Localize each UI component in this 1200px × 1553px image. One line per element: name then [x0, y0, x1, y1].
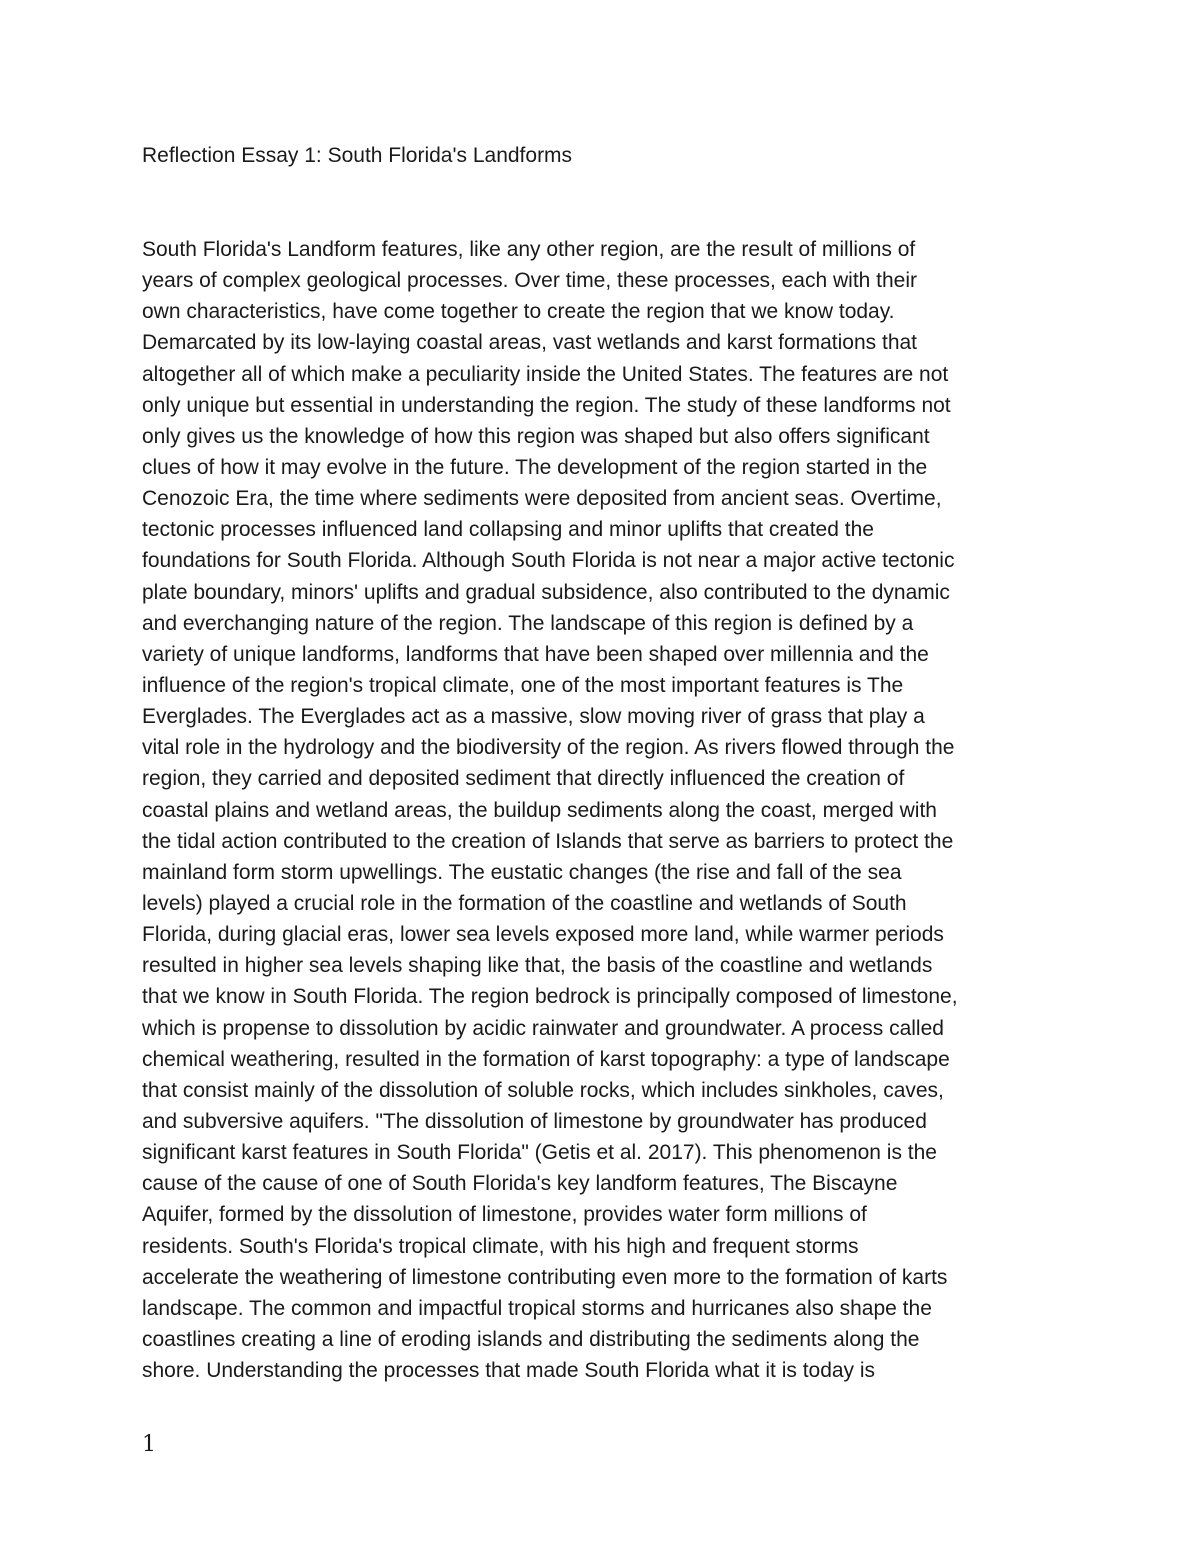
body-line: cause of the cause of one of South Florida's key landform features, The Biscayne	[142, 1172, 898, 1196]
body-line: plate boundary, minors' uplifts and gradual subsidence, also contributed to the dynamic	[142, 580, 950, 604]
body-line: and subversive aquifers. "The dissolution of limestone by groundwater has produced	[142, 1109, 927, 1133]
body-line: Cenozoic Era, the time where sediments were deposited from ancient seas. Overtime,	[142, 487, 942, 511]
body-line: Florida, during glacial eras, lower sea levels exposed more land, while warmer periods	[142, 923, 944, 947]
body-line: only unique but essential in understanding the region. The study of these landforms not	[142, 393, 951, 417]
body-line: influence of the region's tropical climate, one of the most important features is The	[142, 673, 904, 697]
body-line: residents. South's Florida's tropical climate, with his high and frequent storms	[142, 1234, 859, 1258]
body-line: years of complex geological processes. Over time, these processes, each with their	[142, 269, 918, 293]
body-line: which is propense to dissolution by acidic rainwater and groundwater. A process called	[142, 1016, 944, 1040]
body-line: tectonic processes influenced land collapsing and minor uplifts that created the	[142, 518, 874, 542]
body-line: that we know in South Florida. The region bedrock is principally composed of limestone,	[142, 985, 958, 1009]
body-line: South Florida's Landform features, like any other region, are the result of millions of	[142, 238, 916, 261]
body-line: altogether all of which make a peculiarity inside the United States. The features are not	[142, 362, 949, 386]
page-number: 1	[142, 1432, 156, 1457]
body-line: that consist mainly of the dissolution of soluble rocks, which includes sinkholes, caves,	[142, 1078, 944, 1102]
body-line: shore. Understanding the processes that made South Florida what it is today is	[142, 1359, 876, 1383]
body-line: Everglades. The Everglades act as a massive, slow moving river of grass that play a	[142, 705, 925, 729]
body-line: and everchanging nature of the region. The landscape of this region is defined by a	[142, 611, 914, 635]
body-line: Aquifer, formed by the dissolution of limestone, provides water form millions of	[142, 1203, 867, 1227]
essay-body	[142, 234, 1062, 1386]
body-line: clues of how it may evolve in the future. The development of the region started in the	[142, 455, 928, 479]
body-line: the tidal action contributed to the creation of Islands that serve as barriers to protect the	[142, 829, 954, 853]
body-line: variety of unique landforms, landforms that have been shaped over millennia and the	[142, 642, 929, 666]
body-line: accelerate the weathering of limestone contributing even more to the formation of karts	[142, 1265, 948, 1289]
body-line: foundations for South Florida. Although South Florida is not near a major active tectonic	[142, 549, 955, 573]
body-line: mainland form storm upwellings. The eustatic changes (the rise and fall of the sea	[142, 860, 902, 884]
body-line: only gives us the knowledge of how this region was shaped but also offers significant	[142, 424, 930, 448]
body-line: coastal plains and wetland areas, the buildup sediments along the coast, merged with	[142, 798, 937, 822]
body-line: landscape. The common and impactful tropical storms and hurricanes also shape the	[142, 1296, 932, 1320]
body-line: resulted in higher sea levels shaping like that, the basis of the coastline and wetlands	[142, 954, 933, 978]
body-line: coastlines creating a line of eroding islands and distributing the sediments along the	[142, 1327, 920, 1351]
body-line: Demarcated by its low-laying coastal areas, vast wetlands and karst formations that	[142, 331, 918, 355]
body-line: chemical weathering, resulted in the formation of karst topography: a type of landscape	[142, 1047, 950, 1071]
body-line: vital role in the hydrology and the biodiversity of the region. As rivers flowed through the	[142, 736, 955, 760]
body-line: own characteristics, have come together to create the region that we know today.	[142, 300, 895, 324]
body-line: levels) played a crucial role in the formation of the coastline and wetlands of South	[142, 891, 907, 915]
body-line: region, they carried and deposited sediment that directly influenced the creation of	[142, 767, 905, 791]
essay-title: Reflection Essay 1: South Florida's Landforms	[142, 144, 573, 167]
body-line: significant karst features in South Florida" (Getis et al. 2017). This phenomenon is the	[142, 1141, 937, 1165]
